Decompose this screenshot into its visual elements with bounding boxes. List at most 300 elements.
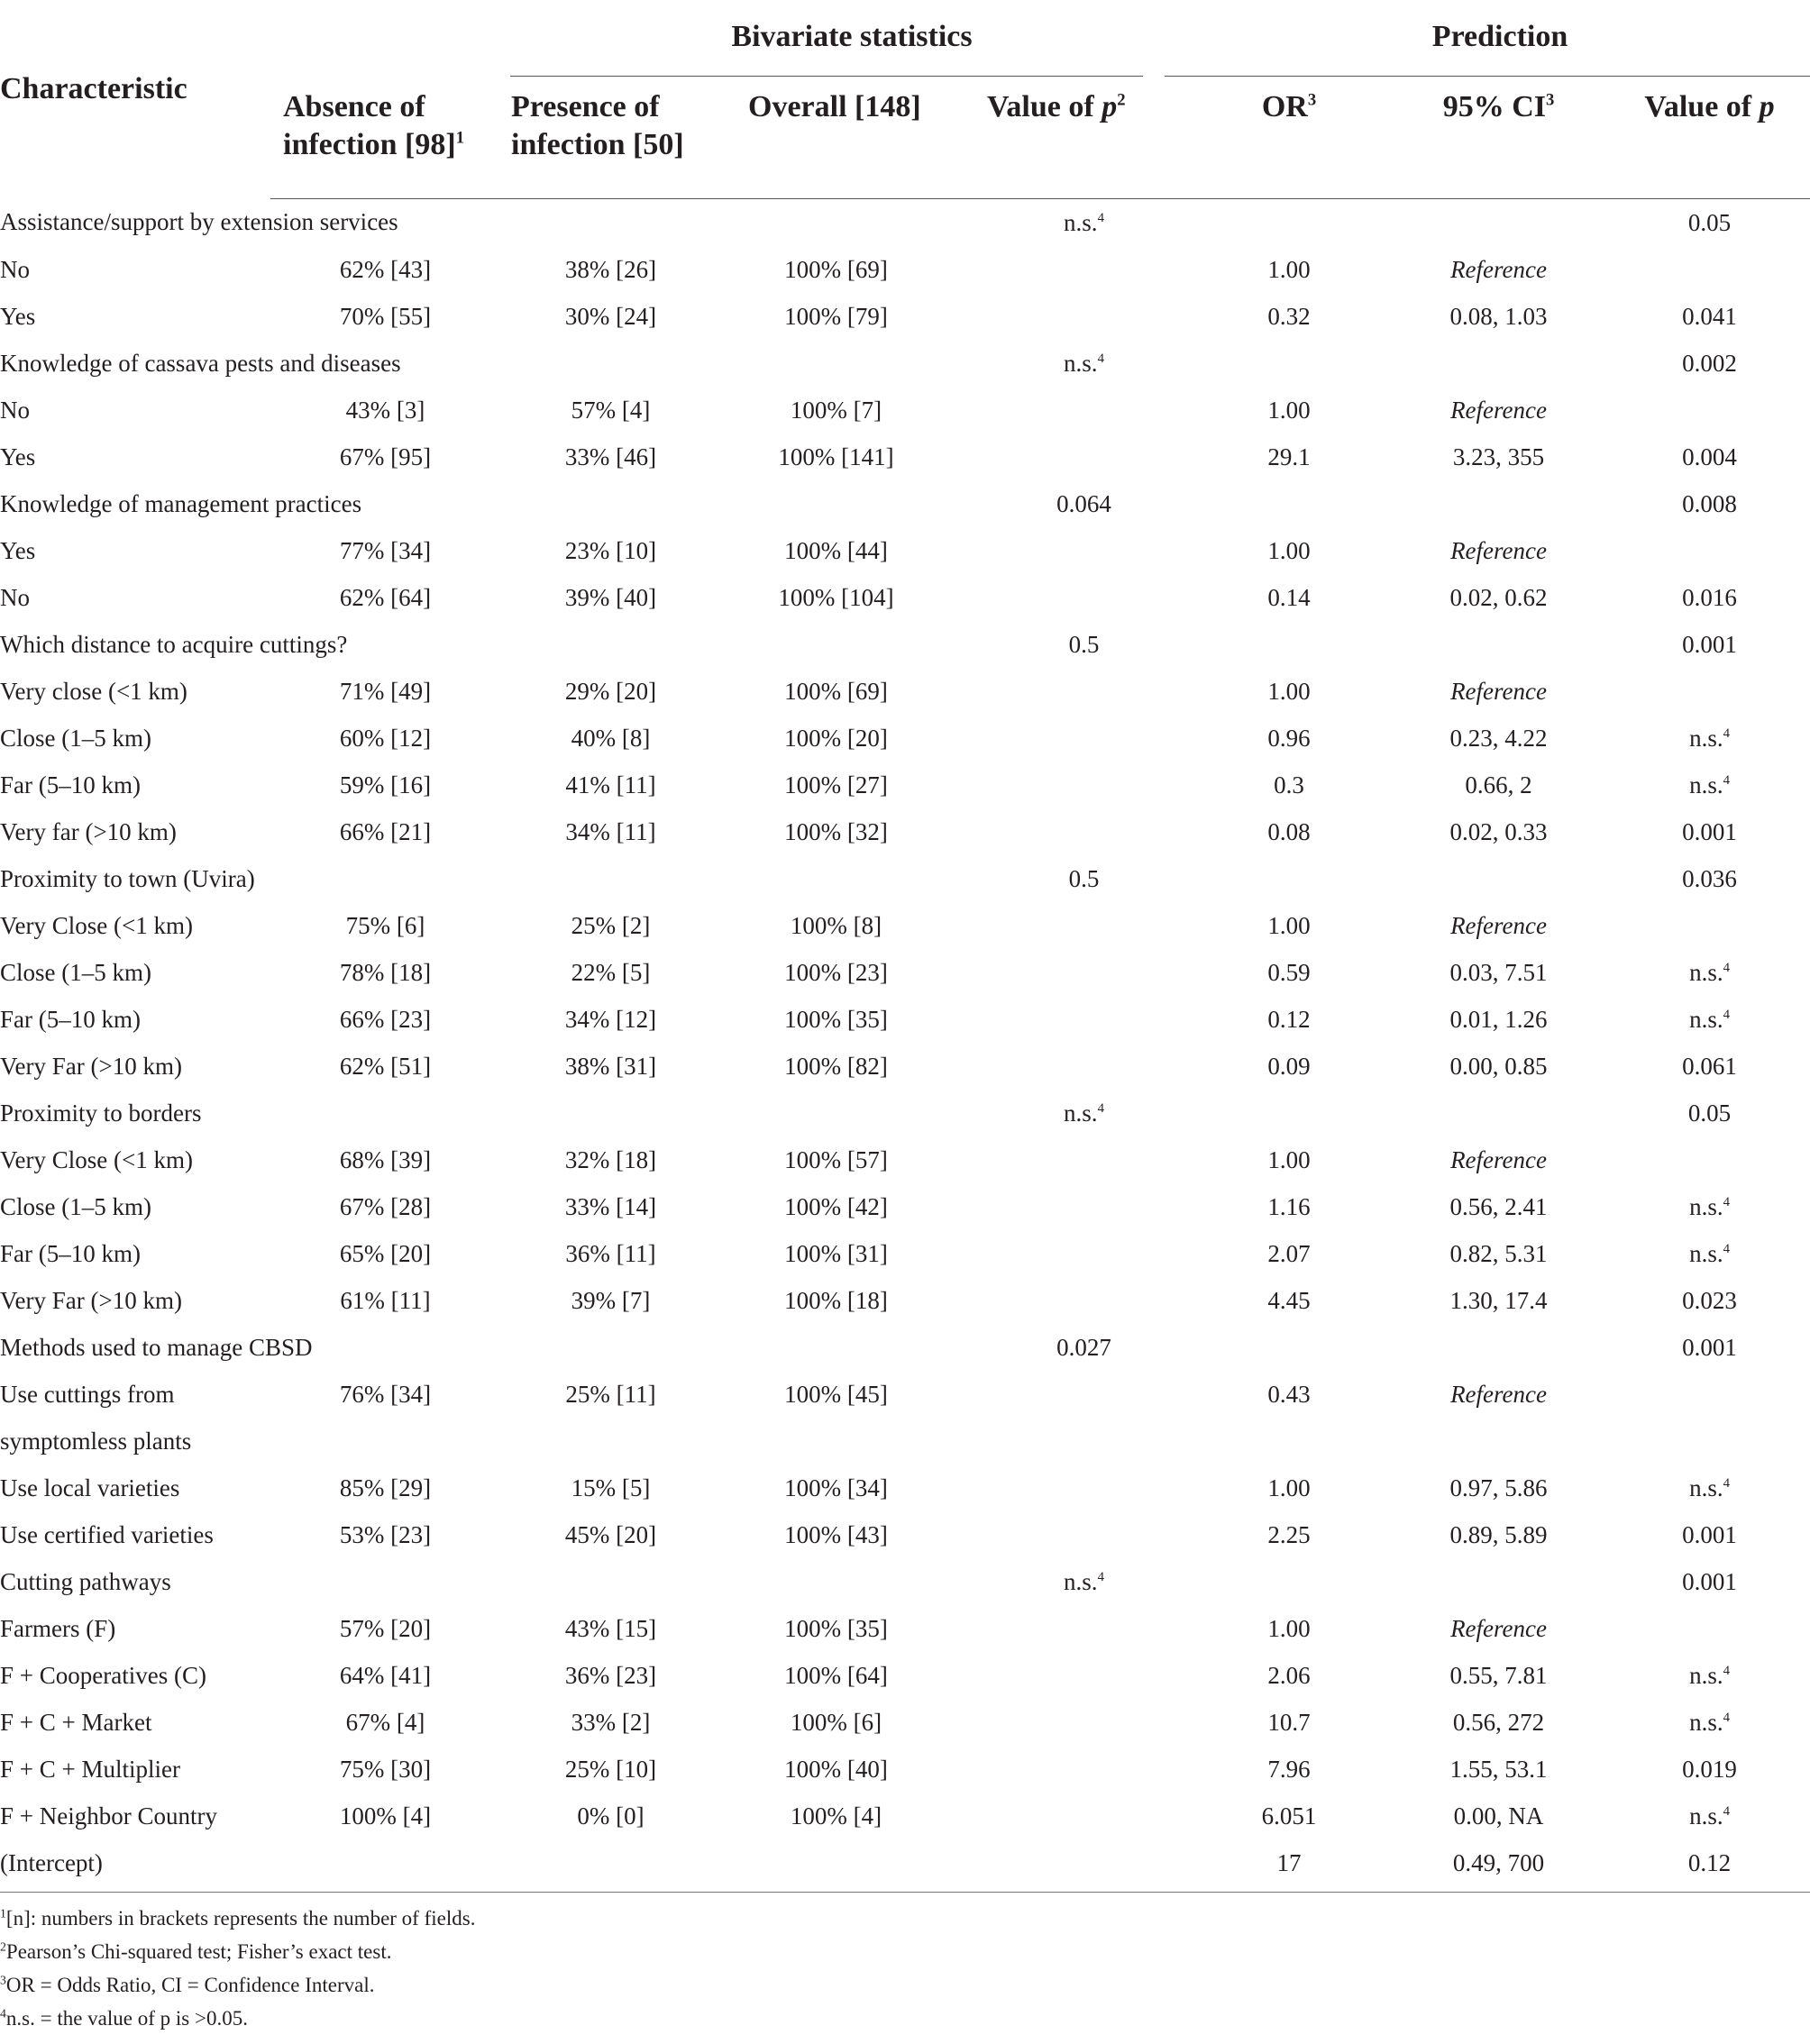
absence-header: Absence of infection $[98]^1$ [270, 74, 500, 199]
presence-cell: 39% [7] [571, 1286, 651, 1314]
value-p2-header: Value of p [1609, 74, 1810, 199]
prediction-p-cell [1609, 1418, 1810, 1465]
or-cell: 0.3 [1274, 771, 1304, 798]
or-cell [1190, 1090, 1388, 1136]
bivariate-p-cell: 0.5 [1068, 864, 1100, 892]
ci-cell: Reference [1450, 911, 1547, 939]
table-row [0, 1418, 1810, 1465]
absence-cell [270, 1839, 500, 1886]
row-label: F + C + Multiplier [0, 1755, 180, 1783]
prediction-p-cell: 0.001 [1682, 1520, 1737, 1548]
absence-cell: 77% [34] [339, 536, 432, 564]
or-cell: 0.12 [1267, 1005, 1311, 1033]
prediction-p-cell: 0.001 [1682, 630, 1737, 658]
row-label: symptomless plants [0, 1427, 192, 1455]
overall-cell [721, 340, 951, 387]
overall-cell [721, 1418, 951, 1465]
prediction-p-cell: 0.016 [1682, 583, 1737, 611]
presence-cell [500, 855, 721, 902]
table-row [0, 715, 1810, 762]
or-cell: 2.06 [1267, 1661, 1311, 1689]
overall-cell [721, 199, 951, 247]
or-cell: 1.00 [1267, 1145, 1311, 1173]
ci-cell: 0.02, 0.33 [1449, 817, 1548, 845]
overall-cell [721, 855, 951, 902]
prediction-p-cell: 0.002 [1682, 349, 1737, 377]
or-cell: 0.96 [1267, 724, 1311, 752]
table-row [0, 1183, 1810, 1230]
bivariate-p-cell: 0.064 [1056, 489, 1111, 517]
or-cell: 7.96 [1267, 1755, 1311, 1783]
prediction-p-cell: n.s.$^4$ [1689, 958, 1730, 986]
or-cell: 17 [1276, 1848, 1302, 1876]
overall-cell: 100% [69] [784, 255, 888, 283]
overall-cell: 100% [82] [784, 1052, 888, 1080]
row-label: Very far (>10 km) [0, 817, 177, 845]
presence-cell [500, 1558, 721, 1605]
table-row [0, 762, 1810, 808]
row-label: Methods used to manage CBSD [0, 1333, 313, 1361]
row-label: No [0, 583, 30, 611]
presence-cell: 43% [15] [564, 1614, 657, 1642]
absence-cell [270, 855, 500, 902]
bivariate-p-cell [951, 1371, 1190, 1418]
ci-cell [1388, 340, 1609, 387]
table-body [0, 199, 1810, 1887]
bivariate-p-cell [951, 715, 1190, 762]
bivariate-p-cell [951, 293, 1190, 340]
prediction-p-cell: n.s.$^4$ [1689, 1239, 1730, 1267]
presence-cell: 34% [11] [565, 817, 656, 845]
or-cell: 1.00 [1267, 677, 1311, 705]
or-cell: 0.08 [1267, 817, 1311, 845]
or-cell: 4.45 [1267, 1286, 1311, 1314]
table-row [0, 1136, 1810, 1183]
overall-cell: 100% [35] [784, 1614, 888, 1642]
bivariate-p-cell [951, 1511, 1190, 1558]
presence-cell [500, 621, 721, 668]
absence-cell: 100% [4] [339, 1802, 432, 1830]
ci-cell [1388, 480, 1609, 527]
or-cell [1190, 1324, 1388, 1371]
bivariate-p-cell [951, 1277, 1190, 1324]
prediction-p-cell: n.s.$^4$ [1689, 1661, 1730, 1689]
or-cell [1190, 1558, 1388, 1605]
table-row [0, 1277, 1810, 1324]
prediction-p-cell: 0.008 [1682, 489, 1737, 517]
bivariate-p-cell: 0.027 [1056, 1333, 1111, 1361]
prediction-p-cell [1609, 902, 1810, 949]
ci-cell: 0.03, 7.51 [1449, 958, 1548, 986]
presence-cell: 33% [14] [564, 1192, 657, 1220]
bivariate-p-cell [951, 1136, 1190, 1183]
presence-cell: 41% [11] [565, 771, 656, 798]
ci-cell [1388, 1324, 1609, 1371]
presence-cell: 36% [23] [564, 1661, 657, 1689]
bivariate-p-cell [951, 1605, 1190, 1652]
bivariate-p-cell [951, 668, 1190, 715]
table-row [0, 1699, 1810, 1746]
row-label: Cutting pathways [0, 1567, 171, 1595]
ci-cell: 0.08, 1.03 [1449, 302, 1548, 330]
table-row [0, 1230, 1810, 1277]
absence-cell: 65% [20] [339, 1239, 432, 1267]
prediction-p-cell: n.s.$^4$ [1689, 1474, 1730, 1501]
prediction-p-cell: n.s.$^4$ [1689, 1708, 1730, 1736]
bivariate-p-cell: n.s.$^4$ [1064, 208, 1104, 236]
absence-cell: 75% [6] [345, 911, 425, 939]
row-label: Very close (<1 km) [0, 677, 187, 705]
ci-cell: 0.97, 5.86 [1449, 1474, 1548, 1501]
ci-cell: 0.89, 5.89 [1449, 1520, 1548, 1548]
ci-cell: 3.23, 355 [1452, 443, 1545, 470]
overall-cell: 100% [20] [784, 724, 888, 752]
prediction-p-cell: n.s.$^4$ [1689, 724, 1730, 752]
row-label: Knowledge of management practices [0, 489, 362, 517]
absence-cell: 62% [64] [339, 583, 432, 611]
bivariate-p-cell [951, 387, 1190, 433]
presence-cell: 57% [4] [571, 396, 651, 424]
ci-cell [1388, 1558, 1609, 1605]
footnotes [0, 1902, 1803, 2035]
absence-cell: 75% [30] [339, 1755, 432, 1783]
or-cell: 1.16 [1267, 1192, 1311, 1220]
absence-cell: 57% [20] [339, 1614, 432, 1642]
bivariate-p-cell [951, 527, 1190, 574]
absence-cell: 64% [41] [339, 1661, 432, 1689]
prediction-p-cell: 0.001 [1682, 817, 1737, 845]
row-label: No [0, 255, 30, 283]
row-label: Proximity to borders [0, 1099, 202, 1127]
bivariate-p-cell [951, 1230, 1190, 1277]
prediction-p-cell: 0.05 [1687, 1099, 1732, 1127]
table-row [0, 1371, 1810, 1418]
presence-cell: 39% [40] [564, 583, 657, 611]
presence-cell: 45% [20] [564, 1520, 657, 1548]
or-cell [1190, 480, 1388, 527]
bivariate-group-header: Bivariate statistics [731, 20, 973, 53]
or-cell: 10.7 [1267, 1708, 1311, 1736]
bivariate-p-cell [951, 1465, 1190, 1511]
prediction-p-cell: n.s.$^4$ [1689, 1802, 1730, 1830]
table-row [0, 1511, 1810, 1558]
bivariate-p-cell [951, 762, 1190, 808]
absence-cell: 62% [43] [339, 255, 432, 283]
ci-cell: 0.55, 7.81 [1449, 1661, 1548, 1689]
table-row [0, 949, 1810, 996]
ci-cell: 0.82, 5.31 [1449, 1239, 1548, 1267]
presence-cell: 34% [12] [564, 1005, 657, 1033]
overall-cell: 100% [23] [784, 958, 888, 986]
prediction-p-cell [1609, 527, 1810, 574]
ci-cell [1388, 1090, 1609, 1136]
overall-cell: 100% [32] [784, 817, 888, 845]
footnote-1: $^1$[n]: numbers in brackets represents the number of fields. [0, 1906, 476, 1930]
prediction-p-cell: 0.004 [1682, 443, 1737, 470]
ci-cell: 0.00, 0.85 [1449, 1052, 1548, 1080]
bivariate-p-cell [951, 1793, 1190, 1839]
ci-cell: Reference [1450, 255, 1547, 283]
ci-cell: 1.55, 53.1 [1449, 1755, 1548, 1783]
prediction-p-cell: 0.05 [1687, 208, 1732, 236]
absence-cell: 68% [39] [339, 1145, 432, 1173]
bivariate-p-cell [951, 433, 1190, 480]
prediction-p-cell: 0.061 [1682, 1052, 1737, 1080]
absence-cell [270, 1558, 500, 1605]
row-label: (Intercept) [0, 1848, 103, 1876]
prediction-p-cell [1609, 1136, 1810, 1183]
bivariate-p-cell [951, 1183, 1190, 1230]
prediction-p-cell [1609, 387, 1810, 433]
bivariate-p-cell: n.s.$^4$ [1064, 349, 1104, 377]
presence-cell [500, 480, 721, 527]
bivariate-p-cell [951, 1043, 1190, 1090]
presence-cell: 15% [5] [571, 1474, 651, 1501]
ci-header: 95% $CI^3$ [1388, 74, 1609, 199]
absence-cell: 53% [23] [339, 1520, 432, 1548]
presence-header: Presence of infection [50] [500, 74, 721, 199]
ci-cell [1388, 199, 1609, 247]
ci-cell: Reference [1450, 677, 1547, 705]
bivariate-p-cell: 0.5 [1068, 630, 1100, 658]
overall-cell: 100% [35] [784, 1005, 888, 1033]
overall-cell: 100% [34] [784, 1474, 888, 1501]
overall-cell: 100% [43] [784, 1520, 888, 1548]
absence-cell: 59% [16] [339, 771, 432, 798]
or-cell: 0.59 [1267, 958, 1311, 986]
or-cell: 1.00 [1267, 1614, 1311, 1642]
ci-cell [1388, 621, 1609, 668]
row-label: No [0, 396, 30, 424]
overall-cell [721, 480, 951, 527]
prediction-p-cell: 0.12 [1687, 1848, 1732, 1876]
or-cell: 2.25 [1267, 1520, 1311, 1548]
row-label: F + C + Market [0, 1708, 152, 1736]
overall-cell: 100% [31] [784, 1239, 888, 1267]
or-cell: 1.00 [1267, 255, 1311, 283]
or-cell: 1.00 [1267, 1474, 1311, 1501]
bivariate-p-cell [951, 1839, 1190, 1886]
presence-cell [500, 340, 721, 387]
prediction-p-cell: 0.023 [1682, 1286, 1737, 1314]
absence-cell: 62% [51] [339, 1052, 432, 1080]
presence-cell: 38% [26] [564, 255, 657, 283]
table-row [0, 1558, 1810, 1605]
overall-cell: 100% [104] [778, 583, 894, 611]
table-row [0, 996, 1810, 1043]
row-label: Close (1–5 km) [0, 1192, 151, 1220]
absence-cell: 60% [12] [339, 724, 432, 752]
absence-cell [270, 1090, 500, 1136]
overall-cell: 100% [141] [778, 443, 894, 470]
prediction-p-cell [1609, 668, 1810, 715]
row-label: Far (5–10 km) [0, 1005, 141, 1033]
table-row [0, 808, 1810, 855]
table-row [0, 1793, 1810, 1839]
row-label: Proximity to town (Uvira) [0, 864, 255, 892]
row-label: Close (1–5 km) [0, 958, 151, 986]
bivariate-underline [510, 76, 1143, 77]
prediction-p-cell: 0.036 [1682, 864, 1737, 892]
prediction-p-cell: n.s.$^4$ [1689, 771, 1730, 798]
absence-cell: 76% [34] [339, 1380, 432, 1408]
prediction-p-cell [1609, 1605, 1810, 1652]
presence-cell: 38% [31] [564, 1052, 657, 1080]
bivariate-p-cell [951, 996, 1190, 1043]
overall-cell: 100% [40] [784, 1755, 888, 1783]
ci-cell [1388, 1418, 1609, 1465]
or-cell: 1.00 [1267, 396, 1311, 424]
table-row [0, 340, 1810, 387]
table-row [0, 1043, 1810, 1090]
row-label: Use local varieties [0, 1474, 180, 1501]
bivariate-p-cell [951, 808, 1190, 855]
prediction-p-cell: 0.041 [1682, 302, 1737, 330]
table-row [0, 902, 1810, 949]
absence-cell: 61% [11] [340, 1286, 431, 1314]
bivariate-p-cell [951, 1746, 1190, 1793]
ci-cell: Reference [1450, 536, 1547, 564]
table-row [0, 246, 1810, 293]
overall-cell: 100% [64] [784, 1661, 888, 1689]
presence-cell: 40% [8] [571, 724, 651, 752]
absence-cell: 66% [21] [339, 817, 432, 845]
row-label: Assistance/support by extension services [0, 208, 398, 236]
overall-cell: 100% [8] [790, 911, 882, 939]
bivariate-p-cell [951, 949, 1190, 996]
or-cell [1190, 340, 1388, 387]
presence-cell: 30% [24] [564, 302, 657, 330]
row-label: Use cuttings from [0, 1380, 175, 1408]
row-label: Very Far (>10 km) [0, 1052, 182, 1080]
table-row [0, 1839, 1810, 1886]
presence-cell [500, 1090, 721, 1136]
row-label: Very Close (<1 km) [0, 911, 193, 939]
absence-cell: 67% [95] [339, 443, 432, 470]
presence-cell: 32% [18] [564, 1145, 657, 1173]
or-cell [1190, 199, 1388, 247]
absence-cell: 67% [28] [339, 1192, 432, 1220]
or-cell: 0.32 [1267, 302, 1311, 330]
or-cell: 2.07 [1267, 1239, 1311, 1267]
ci-cell [1388, 855, 1609, 902]
row-label: Yes [0, 302, 36, 330]
footnote-3: $^3$OR = Odds Ratio, CI = Confidence Interval. [0, 1973, 375, 1996]
presence-cell: 23% [10] [564, 536, 657, 564]
absence-cell: 70% [55] [339, 302, 432, 330]
prediction-p-cell: 0.001 [1682, 1333, 1737, 1361]
presence-cell: 33% [2] [571, 1708, 651, 1736]
prediction-p-cell: 0.019 [1682, 1755, 1737, 1783]
bivariate-p-cell: n.s.$^4$ [1064, 1099, 1104, 1127]
bivariate-p-cell [951, 574, 1190, 621]
or-cell: 29.1 [1267, 443, 1311, 470]
prediction-p-cell: 0.001 [1682, 1567, 1737, 1595]
presence-cell: 25% [11] [565, 1380, 656, 1408]
ci-cell: Reference [1450, 1145, 1547, 1173]
table-bottom-rule [0, 1892, 1810, 1893]
or-cell: 1.00 [1267, 536, 1311, 564]
table-row [0, 433, 1810, 480]
footnote-4: $^4$n.s. = the value of p is >0.05. [0, 2006, 248, 2030]
overall-cell: 100% [6] [790, 1708, 882, 1736]
ci-cell: Reference [1450, 1380, 1547, 1408]
prediction-p-cell [1609, 246, 1810, 293]
prediction-group-header: Prediction [1431, 20, 1568, 53]
bivariate-p-cell: n.s.$^4$ [1064, 1567, 1104, 1595]
ci-cell: 0.56, 272 [1452, 1708, 1545, 1736]
row-label: Farmers (F) [0, 1614, 116, 1642]
overall-cell: 100% [42] [784, 1192, 888, 1220]
ci-cell: 1.30, 17.4 [1449, 1286, 1548, 1314]
ci-cell: 0.56, 2.41 [1449, 1192, 1548, 1220]
absence-cell: 85% [29] [339, 1474, 432, 1501]
overall-cell [721, 1839, 951, 1886]
ci-cell: 0.66, 2 [1465, 771, 1532, 798]
row-label: Yes [0, 536, 36, 564]
presence-cell: 25% [2] [571, 911, 651, 939]
overall-cell: 100% [18] [784, 1286, 888, 1314]
or-cell: 0.09 [1267, 1052, 1311, 1080]
absence-cell: 71% [49] [339, 677, 432, 705]
row-label: Very Close (<1 km) [0, 1145, 193, 1173]
table-row [0, 293, 1810, 340]
ci-cell: Reference [1450, 1614, 1547, 1642]
or-cell [1190, 855, 1388, 902]
ci-cell: 0.01, 1.26 [1449, 1005, 1548, 1033]
row-label: F + Neighbor Country [0, 1802, 217, 1830]
row-label: Far (5–10 km) [0, 771, 141, 798]
or-cell: 0.14 [1267, 583, 1311, 611]
table-row [0, 480, 1810, 527]
table-row [0, 621, 1810, 668]
table-row [0, 574, 1810, 621]
presence-cell: 25% [10] [564, 1755, 657, 1783]
ci-cell: 0.23, 4.22 [1449, 724, 1548, 752]
prediction-p-cell: n.s.$^4$ [1689, 1192, 1730, 1220]
row-label: Far (5–10 km) [0, 1239, 141, 1267]
or-cell [1190, 621, 1388, 668]
table-row [0, 1090, 1810, 1136]
overall-cell: 100% [7] [790, 396, 882, 424]
or-cell: 6.051 [1261, 1802, 1317, 1830]
absence-cell: 66% [23] [339, 1005, 432, 1033]
absence-cell: 67% [4] [345, 1708, 425, 1736]
table-row [0, 199, 1810, 247]
ci-cell: 0.02, 0.62 [1449, 583, 1548, 611]
overall-cell: 100% [57] [784, 1145, 888, 1173]
prediction-p-cell: n.s.$^4$ [1689, 1005, 1730, 1033]
ci-cell: Reference [1450, 396, 1547, 424]
bivariate-p-cell [951, 1652, 1190, 1699]
absence-cell [270, 1418, 500, 1465]
table-row [0, 1465, 1810, 1511]
or-cell: 1.00 [1267, 911, 1311, 939]
or-cell [1190, 1418, 1388, 1465]
or-cell: 0.43 [1267, 1380, 1311, 1408]
overall-cell: 100% [69] [784, 677, 888, 705]
value-p-header: Value of $p^2$ [951, 74, 1190, 199]
table-row [0, 1652, 1810, 1699]
prediction-underline [1165, 76, 1810, 77]
row-label: Yes [0, 443, 36, 470]
presence-cell: 0% [0] [577, 1802, 644, 1830]
or-header: $OR^3$ [1190, 74, 1388, 199]
prediction-p-cell [1609, 1371, 1810, 1418]
row-label: Use certified varieties [0, 1520, 214, 1548]
table-row [0, 387, 1810, 433]
overall-cell: 100% [27] [784, 771, 888, 798]
